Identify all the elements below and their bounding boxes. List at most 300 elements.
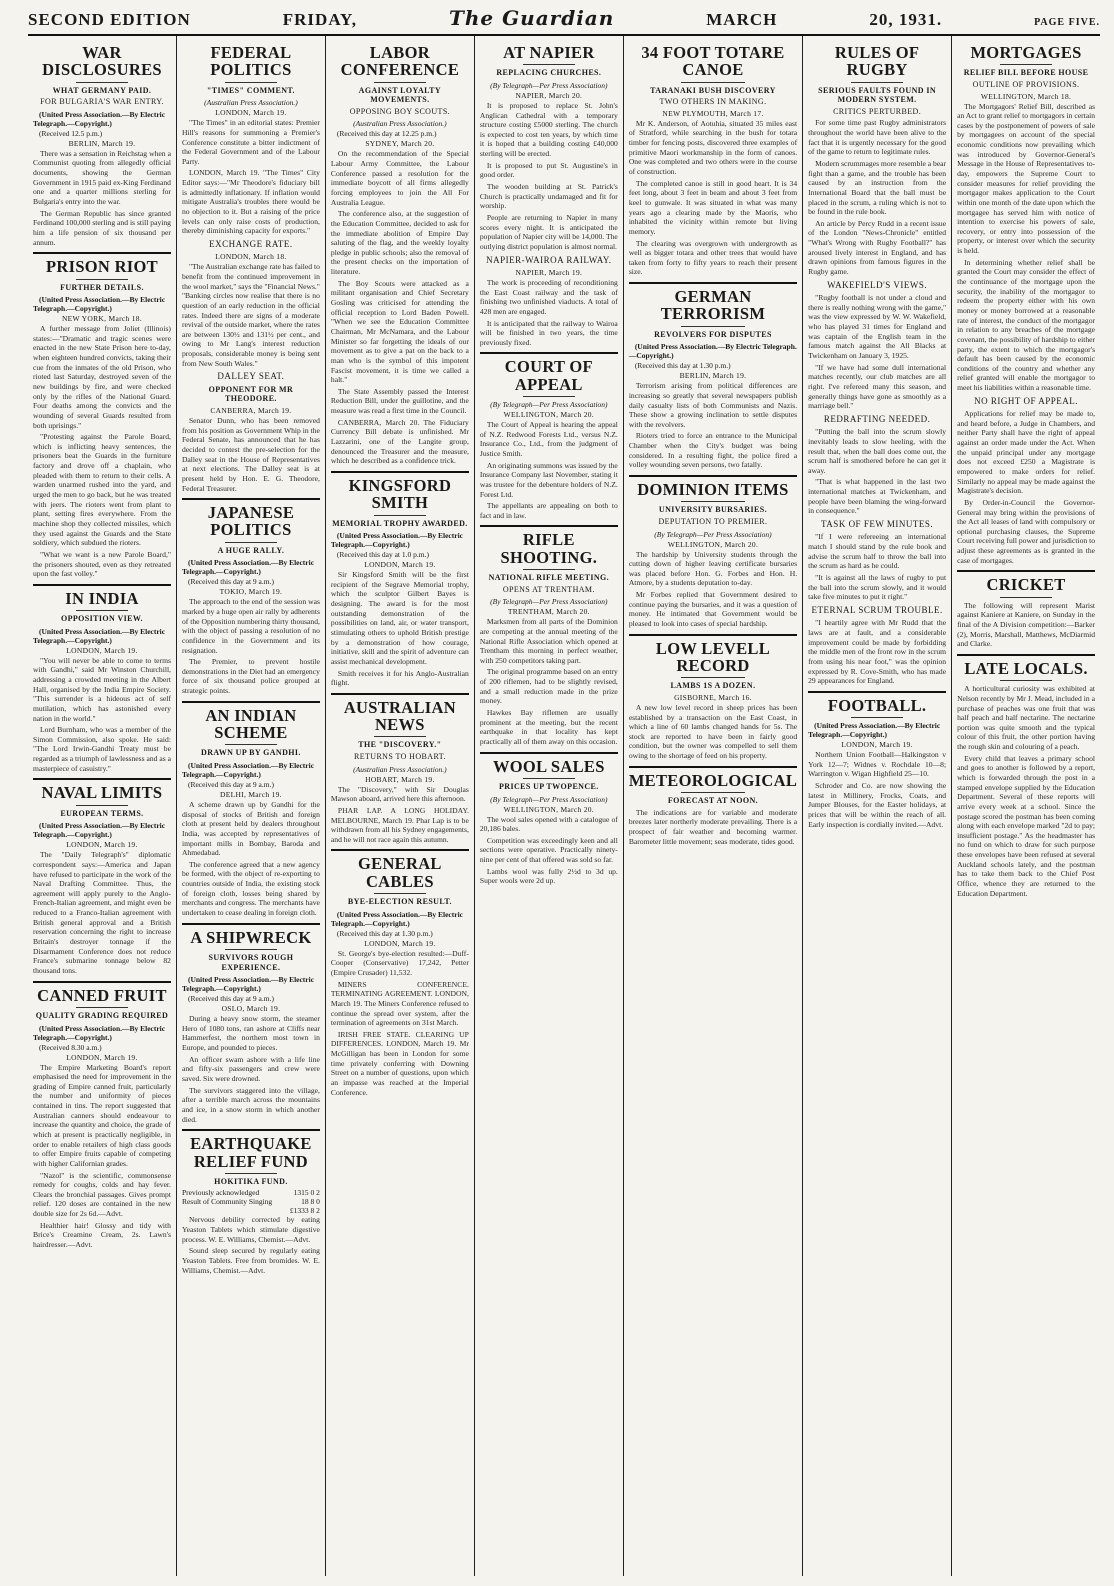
headline-rule bbox=[1000, 680, 1052, 681]
story-subheading: OPPONENT FOR MR THEODORE. bbox=[208, 384, 294, 404]
story-paragraph: The survivors staggered into the village, after a terrible march across the mountains and ice, in a snow storm in which another died. bbox=[181, 1085, 320, 1124]
story bbox=[808, 691, 946, 829]
dateline: LONDON, March 19. bbox=[66, 840, 138, 850]
story-paragraph: "The Australian exchange rate has failed to benefit from the continued improvement in the wool market," says the "Financial News." "Banking circles now realise that there is no question of an early reduction in the official rates. Indeed there are signs of a moderate revival of the outside market, where the rates are between 130½ and 131½ per cent., and owing to Mr Lang's interest reduction proposals, considerable money is being sent from New South Wales." bbox=[181, 262, 320, 368]
headline-rule bbox=[76, 82, 128, 83]
story-headline: NAVAL LIMITS bbox=[41, 783, 163, 803]
story-headline: GENERAL CABLES bbox=[358, 854, 442, 891]
story-paragraph: "Nazol" is the scientific, commonsense remedy for coughs, colds and hay fever. Clears the bronchial passages. Gives prompt relief. 120 doses are contained in the new double size for 2s 6d.—Advt. bbox=[33, 1170, 171, 1219]
story-subheading: "TIMES" COMMENT. bbox=[206, 85, 295, 95]
story bbox=[33, 252, 171, 579]
story bbox=[33, 44, 171, 247]
dateline: NAPIER, March 19. bbox=[515, 267, 583, 277]
story-headline: MORTGAGES bbox=[970, 43, 1082, 62]
wire-credit: (United Press Association.—By Electric Telegraph.—Copyright.) bbox=[808, 721, 941, 740]
story-paragraph: Smith receives it for his Anglo-Australian flight. bbox=[330, 668, 469, 688]
story-subheading: DEPUTATION TO PREMIER. bbox=[658, 516, 768, 526]
story bbox=[182, 240, 320, 368]
dateline: BERLIN, March 19. bbox=[679, 371, 747, 381]
story-paragraph: "It is against all the laws of rugby to put the ball into the scrum slowly, and it would take five minutes to put it right." bbox=[808, 572, 947, 602]
story-divider bbox=[182, 1129, 320, 1131]
story-paragraph: The conference also, at the suggestion of the Education Committee, decided to ask for the immediate abolition of Empire Day saluting of the flag, and the weekly loyalty pledge in public schools; also the removal of the present checks on the importation of literature. bbox=[330, 209, 469, 277]
story-paragraph: The Mortgagors' Relief Bill, described as an Act to grant relief to mortgagors in certain cases by the postponement of powers of sale by mortgagees on account of the special economic conditions now prevailing which was introduced by Governor-General's Message in the House of Representatives to-day, empowers the Supreme Court to consider measures for relief providing the mortgagor makes application to the Court within one month of the date upon which the mortgagee has served him with notice of intention to exercise his powers of sale, recovery, or entry into possession of the property, or interest over which the security is held. bbox=[957, 101, 1096, 256]
story bbox=[33, 584, 171, 774]
headline-rule bbox=[225, 1173, 277, 1174]
story-paragraph: "I heartily agree with Mr Rudd that the laws are at fault, and a considerable improvement could be made by forbidding the middle men of the front row in the scrum from using his near foot," was the opinion expressed by R. Cove-Smith, who has made 29 appearances for England. bbox=[808, 618, 947, 686]
story-paragraph: "Rugby football is not under a cloud and there is really nothing wrong with the game," was the view expressed by W. W. Wakefield, who has played 31 times for England and was captain of the English team in the famous match against the All Blacks at Twickenham on January 3, 1925. bbox=[808, 293, 947, 360]
story-subheading: OUTLINE OF PROVISIONS. bbox=[972, 79, 1080, 89]
story-paragraph: By Order-in-Council the Governor-General may bring within the provisions of the Act all leases of land with compulsory or optional purchasing clauses, the Supreme Court receiving full power and jurisdiction to adjust these agreements as is granted in the case of mortgages. bbox=[957, 497, 1096, 565]
dateline: BERLIN, March 19. bbox=[68, 138, 136, 148]
story bbox=[808, 281, 946, 411]
story-subheading: THE "DISCOVERY." bbox=[358, 740, 442, 750]
story-paragraph: There was a sensation in Reichstag when a Communist quoting from allegedly official documents, showing the German Government in 1915 paid ex-King Ferdinand one and a quarter millions sterling for Bulgaria's entry into the war. bbox=[33, 148, 171, 207]
received-time: (Received 12.5 p.m.) bbox=[39, 128, 103, 138]
story-paragraph: The following will represent Marist against Kaniere at Kaniere, on Sunday in the final of the A Division competition:—Barker (2), Morris, Marshall, Matthews, McDiarmid and Clarke. bbox=[957, 600, 1096, 649]
story-paragraph: An article by Percy Rudd in a recent issue of the London "News-Chronicle" entitled "What's Wrong with Rugby Football?" has aroused lively interest in England, and has drawn opinions from famous figures in the Rugby game. bbox=[808, 218, 947, 277]
dateline: LONDON, March 19. bbox=[215, 108, 287, 118]
story-headline: A SHIPWRECK bbox=[190, 927, 312, 947]
story-headline: CANNED FRUIT bbox=[37, 985, 167, 1005]
story bbox=[182, 1129, 320, 1275]
story-subheading: OPPOSITION VIEW. bbox=[60, 614, 143, 624]
masthead bbox=[28, 6, 1100, 36]
dateline: NEW PLYMOUTH, March 17. bbox=[662, 108, 764, 118]
story-paragraph: The completed canoe is still in good heart. It is 34 feet long, about 3 feet in beam and about 3 feet from keel to gunwale. It was situated in what was many years ago a clearing made by the Maoris, who inhabited the vicinity within remote but living memory. bbox=[628, 178, 798, 236]
story-headline: LOW LEVELL RECORD bbox=[655, 638, 771, 675]
dateline: NAPIER, March 20. bbox=[515, 90, 583, 100]
dateline: WELLINGTON, March 20. bbox=[667, 539, 759, 549]
story bbox=[808, 44, 946, 277]
story-subheading: A HUGE RALLY. bbox=[217, 545, 285, 555]
day-label: FRIDAY, bbox=[282, 10, 358, 29]
story-subheading: TWO OTHERS IN MAKING. bbox=[659, 97, 767, 107]
story-paragraph: Lord Burnham, who was a member of the Simon Commission, also spoke. He said: "The Lord Irwin-Gandhi Treaty must be regarded as a triumph of lawlessness and as a masterpiece of casuistry." bbox=[33, 725, 171, 773]
dateline: WELLINGTON, March 18. bbox=[980, 91, 1072, 101]
story-divider bbox=[480, 352, 618, 354]
dateline: LONDON, March 19. bbox=[66, 1052, 138, 1062]
story bbox=[957, 44, 1095, 393]
story-paragraph: The hardship by University students through the cutting down of higher leaving certificate bursaries was placed before Hon. G. Forbes and Hon. H. Atmore, by a students deputation to-day. bbox=[628, 549, 798, 588]
story-paragraph: It is proposed to replace St. John's Anglican Cathedral with a temporary structure costing £5000 sterling. The church is expected to cost ten years, by which time it is hoped that a building costing £40,000 sterling will be erected. bbox=[479, 100, 618, 159]
fund-amount-value: 18 8 0 bbox=[301, 1197, 320, 1207]
story-subheading: CRITICS PERTURBED. bbox=[833, 106, 922, 116]
story-subheading: OPENS AT TRENTHAM. bbox=[502, 584, 595, 594]
headline-rule bbox=[523, 64, 575, 65]
story-subheading: TARANAKI BUSH DISCOVERY bbox=[650, 85, 776, 95]
wire-credit: (United Press Association.—By Electric Telegraph.—Copyright.) bbox=[33, 1023, 166, 1042]
story-paragraph: Lambs wool was fully 2½d to 3d up. Super wools were 2d up. bbox=[479, 866, 618, 886]
headline-rule bbox=[225, 949, 277, 950]
story-paragraph: Sir Kingsford Smith will be the first recipient of the Segrave Memorial trophy, which the sculptor Gilbert Bayes is designing. The award is for the most outstanding demonstration of the possibilities on land, air, or water transport, stimulating others to uphold British prestige by a demonstration of how courage, initiative, skill and the spirit of adventure can assist mechanical development. bbox=[330, 570, 469, 666]
story-paragraph: Senator Dunn, who has been removed from his position as Government Whip in the Federal Senate, has announced that he has decided to contest the pre-selection for the Dalley seat in the House of Representatives at next elections. The Dalley seat is at present held by Hon. E. G. Theodore, Federal Treasurer. bbox=[181, 416, 320, 493]
story-paragraph: St. George's bye-election resulted:—Duff-Cooper (Conservative) 17,242, Petter (Empire Crusader) 11,532. bbox=[330, 948, 469, 977]
fund-amount-value: 1315 0 2 bbox=[293, 1188, 320, 1198]
received-time: (Received this day at 9 a.m.) bbox=[187, 577, 274, 587]
story-paragraph: Modern scrummages more resemble a bear fight than a game, and the trouble has been caused by an instruction from the International Board that the ball must be placed in the scrum, a ruling which is not to be found in the rule book. bbox=[808, 158, 947, 217]
story-subheading: RELIEF BILL BEFORE HOUSE bbox=[963, 68, 1089, 78]
story bbox=[480, 44, 618, 252]
story bbox=[629, 634, 797, 761]
headline-rule bbox=[225, 542, 277, 543]
story bbox=[808, 520, 946, 602]
story-paragraph: The wooden building at St. Patrick's Church is practically undamaged and fit for worship. bbox=[479, 182, 618, 211]
story-paragraph: Healthier hair! Glossy and tidy with Brice's Creamine Cream, 2s. Lawn's hairdresser.—Advt. bbox=[33, 1220, 171, 1250]
headline-rule bbox=[76, 1007, 128, 1008]
story-divider bbox=[182, 701, 320, 703]
story-paragraph: IRISH FREE STATE. CLEARING UP DIFFERENCES. LONDON, March 19. Mr McGilligan has been in London for some time privately conferring with Downing Street on a number of questions, upon which an impasse was reached at the Imperial Conference. bbox=[330, 1029, 469, 1097]
story-subheading: LAMBS 1S A DOZEN. bbox=[670, 681, 756, 691]
story-paragraph: PHAR LAP. A LONG HOLIDAY. MELBOURNE, March 19. Phar Lap is to be withdrawn from all his Sydney engagements, and he will not race again this autumn. bbox=[330, 805, 469, 844]
story bbox=[629, 475, 797, 629]
story-headline: GERMAN TERRORISM bbox=[660, 287, 766, 324]
dateline: TOKIO, March 19. bbox=[219, 587, 283, 597]
dateline: LONDON, March 19. bbox=[841, 740, 913, 750]
story bbox=[629, 282, 797, 470]
story-headline: COURT OF APPEAL bbox=[504, 357, 593, 394]
story-paragraph: "You will never be able to come to terms with Gandhi," said Mr Winston Churchill, addressing a crowded meeting in the Albert Hall, organised by the India Empire Society. "This surrender is a hideous act of self mutilation, which has astonished every nation in the world." bbox=[33, 655, 171, 723]
headline-rule bbox=[225, 744, 277, 745]
story-paragraph: Every child that leaves a primary school and goes to another is followed by a report, which is forwarded through the post in a stamped envelope supplied by the Education Department. Several of these reports will arrive every week at a school. Since the postage scored the postman has been coming along with each envelope marked "2d to pay; insufficient postage." As the headmaster has no fund on which to draw for such purpose these envelopes have been refused at several Auckland schools lately, and the postman has to take them back to the Chief Post Office, whence they are returned to the Education Department. bbox=[957, 753, 1096, 898]
story-paragraph: "Putting the ball into the scrum slowly inevitably leads to slow heeling, with the result that, when the ball does come out, the scrum half is smothered before he can get it away. bbox=[808, 427, 947, 475]
story-subheading: SERIOUS FAULTS FOUND IN MODERN SYSTEM. bbox=[818, 85, 937, 105]
story-paragraph: Mr K. Anderson, of Aotuhia, situated 35 miles east of Stratford, while searching in the bush for totara timber for fencing posts, discovered three examples of primitive Maori workmanship in the form of canoes. One was completed and two others were in the course of construction. bbox=[628, 118, 798, 177]
fund-amount-row bbox=[182, 1188, 320, 1197]
headline-rule bbox=[76, 610, 128, 611]
story-paragraph: "The Times" in an editorial states: Premier Hill's reasons for summoning a Premier's Conference constitute a bitter indictment of the Federal Government and of the Labour Party. bbox=[181, 118, 320, 166]
received-time: (Received 8.30 a.m.) bbox=[39, 1042, 102, 1052]
column-7 bbox=[952, 36, 1100, 1576]
story-subheading: HOKITIKA FUND. bbox=[214, 1176, 288, 1186]
story-paragraph: The German Republic has since granted Ferdinand 100,000 sterling and is still paying him a life pension of six thousand per annum. bbox=[33, 208, 171, 247]
story-subheading: NATIONAL RIFLE MEETING. bbox=[488, 573, 610, 583]
story-divider bbox=[33, 981, 171, 983]
story-subheading: DRAWN UP BY GANDHI. bbox=[201, 748, 301, 758]
story bbox=[480, 256, 618, 348]
story-headline: CRICKET bbox=[986, 575, 1066, 595]
story-divider bbox=[33, 778, 171, 780]
wire-credit: (By Telegraph—Per Press Association) bbox=[654, 529, 772, 539]
wire-credit: (United Press Association.—By Electric Telegraph.—Copyright.) bbox=[33, 821, 166, 840]
story-paragraph: The conference agreed that a new agency be formed, with the object of re-exporting to countries outside of India, the existing stock of foreign cloth, losses being shared by merchants and congress. The merchants have undertaken to cease dealing in foreign cloth. bbox=[181, 859, 320, 918]
story bbox=[629, 44, 797, 277]
story-paragraph: Hawkes Bay riflemen are usually prominent at the meeting, but the recent earthquake in that locality has kept practically all of them away on this occasion. bbox=[479, 708, 618, 746]
story-paragraph: An originating summons was issued by the Insurance Company last November, stating it was trustee for the debenture holders of N.Z. Forest Ltd. bbox=[479, 460, 618, 499]
story-paragraph: Northern Union Football—Halkingston v York 12—7; Widnes v. Rochdale 10—8; Warrington v. Wigan Highfield 25—10. bbox=[808, 750, 947, 779]
date-label: 20, 1931. bbox=[869, 10, 943, 29]
story-paragraph: MINERS CONFERENCE. TERMINATING AGREEMENT. LONDON, March 19. The Miners Conference refused to continue the spread over system, after the termination of agreements on 31st March. bbox=[330, 979, 469, 1028]
story-paragraph: The Premier, to prevent hostile demonstrations in the Diet had an emergency force of six thousand police grouped at strategic points. bbox=[181, 657, 320, 696]
story-paragraph: An officer swam ashore with a life line and fifty-six passengers and crew were saved. Six were drowned. bbox=[181, 1054, 320, 1084]
story bbox=[182, 498, 320, 696]
headline-rule bbox=[374, 736, 426, 737]
headline-rule bbox=[523, 778, 575, 779]
story-headline: AN INDIAN SCHEME bbox=[205, 705, 297, 743]
received-time: (Received this day at 1.30 p.m.) bbox=[336, 928, 433, 938]
story bbox=[331, 849, 469, 1097]
story-divider bbox=[629, 282, 797, 284]
wire-credit: (United Press Association.—By Electric Telegraph.—Copyright.) bbox=[33, 295, 166, 314]
story-headline: JAPANESE POLITICS bbox=[207, 503, 295, 540]
story-divider bbox=[629, 475, 797, 477]
dateline: WELLINGTON, March 20. bbox=[503, 410, 594, 420]
story-divider bbox=[182, 498, 320, 500]
story-divider bbox=[957, 654, 1095, 656]
story-headline: WAR DISCLOSURES bbox=[42, 43, 162, 80]
story-paragraph: Schroder and Co. are now showing the latest in Millinery, Frocks, Coats, and Jumper Blouses, for the Easter holidays, at prices that will be within the reach of all. Early inspection is cordially invited.—Advt. bbox=[808, 781, 947, 829]
story bbox=[182, 44, 320, 236]
story bbox=[33, 778, 171, 975]
story bbox=[808, 415, 946, 516]
headline-rule bbox=[681, 792, 745, 793]
story-divider bbox=[480, 525, 618, 527]
story-paragraph: A new low level record in sheep prices has been established by a transaction on the East Coast, in which a line of 60 lambs changed hands for 5s. The stock are reported to have been in fairly good condition, but the owner was compelled to sell them owing to the shortage of feed on his property. bbox=[628, 702, 798, 761]
story-headline: IN INDIA bbox=[65, 588, 139, 608]
story-paragraph: The "Daily Telegraph's" diplomatic correspondent says:—America and Japan have refused to participate in the work of the Naval Drafting Committee. Thus, the agreement will apply purely to the Anglo-French-Italian agreement, and might even be reduced to a Franco-Italian agreement with British general approval and a British reservation concerning the right to increase Britain's destroyer tonnage if the Disarmament Conference does not reduce France's submarine tonnage below 82 thousand tons. bbox=[33, 850, 171, 975]
dateline: LONDON, March 19. bbox=[364, 560, 436, 570]
headline-rule bbox=[851, 82, 903, 83]
story-paragraph: "If I were refereeing an international match I should stand by the rule book and advise the scrum half to throw the ball into the scrum as hard as he could. bbox=[808, 532, 947, 571]
wire-credit: (By Telegraph—Per Press Association) bbox=[490, 80, 608, 90]
headline-rule bbox=[851, 717, 903, 718]
fund-amount-label: Result of Community Singing bbox=[181, 1197, 273, 1207]
story-paragraph: The Court of Appeal is hearing the appeal of N.Z. Redwood Forests Ltd., versus N.Z. Insurance Co., Ltd., from the judgment of Justice Smith. bbox=[479, 420, 618, 458]
story-paragraph: A horticultural curiosity was exhibited at Nelson recently by Mr J. Mead, included in a purchase of peaches was one fruit that was half peach and half nectarine. The nectarine portion was quite smooth and the typical colour of this fruit, the other portion having the rough skin and colouring of a peach. bbox=[957, 684, 1096, 752]
story bbox=[182, 923, 320, 1125]
story-headline: ETERNAL SCRUM TROUBLE. bbox=[811, 604, 943, 615]
dateline: NEW YORK, March 18. bbox=[61, 314, 143, 324]
story-paragraph: The work is proceeding of reconditioning the East Coast railway and the task of finishing two unfinished viaducts. A total of 428 men are engaged. bbox=[479, 277, 618, 316]
story bbox=[182, 372, 320, 493]
column-grid bbox=[28, 36, 1100, 1576]
story-subheading: PRICES UP TWOPENCE. bbox=[498, 781, 599, 791]
story-headline: DALLEY SEAT. bbox=[217, 371, 285, 382]
story-paragraph: LONDON, March 19. "The Times" City Editor says:—"Mr Theodore's fiduciary bill is admittedly inflationary. If inflation would mitigate Australia's troubles there would be no objection to it. But a raising of the price levels can only raise costs of production, thereby diminishing capacity for exports." bbox=[181, 168, 320, 236]
story bbox=[957, 654, 1095, 898]
fund-amount-row bbox=[182, 1206, 320, 1215]
wire-credit: (United Press Association.—By Electric Telegraph.—Copyright.) bbox=[181, 558, 315, 577]
story-divider bbox=[629, 634, 797, 636]
story bbox=[957, 397, 1095, 566]
story-headline: AT NAPIER bbox=[503, 43, 595, 62]
story-headline: KINGSFORD SMITH bbox=[348, 475, 452, 513]
wire-credit: (By Telegraph—Per Press Association) bbox=[490, 597, 608, 607]
story bbox=[957, 570, 1095, 649]
headline-rule bbox=[1000, 597, 1052, 598]
wire-credit: (Australian Press Association.) bbox=[204, 98, 298, 108]
story-headline: EXCHANGE RATE. bbox=[209, 238, 293, 249]
headline-rule bbox=[681, 326, 745, 327]
story-paragraph: Mr Forbes replied that Government desired to continue paying the bursaries, and it was a question of money. He intimated that Government would be pleased to look into cases of special hardship. bbox=[628, 590, 798, 629]
story-headline: FEDERAL POLITICS bbox=[210, 43, 292, 80]
dateline: OSLO, March 19. bbox=[221, 1004, 281, 1014]
column-4 bbox=[475, 36, 624, 1576]
story bbox=[480, 525, 618, 746]
dateline: DELHI, March 19. bbox=[219, 789, 282, 799]
column-3 bbox=[326, 36, 475, 1576]
story-headline: RIFLE SHOOTING. bbox=[500, 530, 598, 567]
headline-rule bbox=[374, 515, 426, 516]
story-paragraph: Sound sleep secured by regularly eating Yeaston Tablets. Free from bromides. W. E. Williams, Chemist.—Advt. bbox=[181, 1246, 320, 1275]
headline-rule bbox=[523, 396, 575, 397]
story-headline: WAKEFIELD'S VIEWS. bbox=[827, 279, 928, 290]
story-paragraph: Applications for relief may be made to, and heard before, a Judge in Chambers, and neither Party shall have the right of appeal against an order made under the Act. When the unpaid principal under any mortgage does not exceed £250 a Magistrate is empowered to make orders for relief. Similarly no appeal may be made against the Magistrate's decision. bbox=[957, 409, 1096, 496]
story bbox=[331, 693, 469, 845]
received-time: (Received this day at 1.30 p.m.) bbox=[634, 361, 731, 371]
dateline: LONDON, March 18. bbox=[215, 252, 287, 262]
story-paragraph: For some time past Rugby administrators throughout the world have been alive to the fact that it is urgently necessary for the good of the game to return to legitimate rules. bbox=[808, 118, 947, 157]
story-headline: AUSTRALIAN NEWS bbox=[343, 697, 456, 735]
story-headline: TASK OF FEW MINUTES. bbox=[821, 518, 934, 529]
wire-credit: (United Press Association.—By Electric Telegraph.—Copyright.) bbox=[330, 531, 464, 550]
edition-label: SECOND EDITION bbox=[28, 10, 191, 29]
story-divider bbox=[33, 252, 171, 254]
month-label: MARCH bbox=[706, 10, 778, 29]
dateline: TRENTHAM, March 20. bbox=[507, 607, 590, 617]
story-paragraph: A scheme drawn up by Gandhi for the disposal of stocks of British and foreign cloth at present held by dealers throughout India, was accepted by representatives of important mills in Bombay, Baroda and Ahmedabad. bbox=[181, 799, 320, 858]
column-1 bbox=[28, 36, 177, 1576]
wire-credit: (United Press Association.—By Electric Telegraph.—Copyright.) bbox=[181, 760, 315, 779]
story-paragraph: The wool sales opened with a catalogue of 20,186 bales. bbox=[479, 814, 618, 834]
story-subheading: FURTHER DETAILS. bbox=[60, 282, 144, 292]
story-headline: NO RIGHT OF APPEAL. bbox=[974, 395, 1078, 406]
wire-credit: (United Press Association.—By Electric Telegraph.—Copyright.) bbox=[628, 342, 797, 361]
dateline: WELLINGTON, March 20. bbox=[503, 804, 594, 814]
story-paragraph: Nervous debility corrected by eating Yeaston Tablets which stimulate digestive process. W. E. Williams, Chemist.—Advt. bbox=[181, 1215, 320, 1244]
headline-rule bbox=[374, 82, 426, 83]
story-headline: FOOTBALL. bbox=[827, 695, 927, 715]
story-divider bbox=[331, 471, 469, 473]
story bbox=[480, 752, 618, 886]
story-subheading: WHAT GERMANY PAID. bbox=[52, 85, 152, 95]
story-paragraph: The approach to the end of the session was marked by a huge open air rally by adherents of the Opposition numbering thirty thousand, with the object of passing a resolution of no confidence in the Government and its resignation. bbox=[181, 597, 320, 655]
wire-credit: (Australian Press Association.) bbox=[353, 764, 447, 774]
story-divider bbox=[33, 584, 171, 586]
wire-credit: (By Telegraph—Per Press Association) bbox=[490, 400, 608, 410]
story-subheading: MEMORIAL TROPHY AWARDED. bbox=[332, 518, 468, 528]
story-subheading: REPLACING CHURCHES. bbox=[496, 68, 602, 78]
story-paragraph: "That is what happened in the last two international matches at Twickenham, and people have been blaming the wing-forward in consequence." bbox=[808, 477, 947, 516]
dateline: LONDON, March 19. bbox=[364, 938, 436, 948]
story-paragraph: On the recommendation of the Special Labour Army Committee, the Labour Conference passed a resolution for the immediate boycott of all firms allegedly forcing employees to join the All For Australia League. bbox=[330, 149, 469, 207]
dateline: LONDON, March 19. bbox=[66, 645, 138, 655]
received-time: (Received this day at 12.25 p.m.) bbox=[336, 129, 437, 139]
story bbox=[629, 766, 797, 846]
story-paragraph: Terrorism arising from political differences are increasing so greatly that several newspapers publish daily casualty lists of both Communists and Nazis. These show a growing inclination to settle disputes with the revolvers. bbox=[628, 381, 798, 429]
story-headline: 34 FOOT TOTARE CANOE bbox=[641, 43, 785, 80]
headline-rule bbox=[681, 82, 745, 83]
headline-rule bbox=[681, 501, 745, 502]
received-time: (Received this day at 1.0 p.m.) bbox=[336, 550, 429, 560]
fund-amount-value: £1333 8 2 bbox=[289, 1206, 320, 1216]
story-subheading: QUALITY GRADING REQUIRED bbox=[35, 1010, 169, 1020]
story-headline: WOOL SALES bbox=[493, 756, 605, 776]
dateline: GISBORNE, March 16. bbox=[674, 692, 752, 702]
story-headline: DOMINION ITEMS bbox=[637, 480, 789, 500]
story-paragraph: The indications are for variable and moderate breezes later northerly moderate prevailing. There is a prospect of fair weather and becoming warmer. Barometer little movement; seas moderate, tides good. bbox=[628, 807, 798, 846]
story-paragraph: The appellants are appealing on both to fact and in law. bbox=[479, 501, 618, 520]
story bbox=[331, 44, 469, 466]
story-headline: METEOROLOGICAL bbox=[628, 770, 798, 790]
headline-rule bbox=[374, 893, 426, 894]
column-6 bbox=[803, 36, 952, 1576]
wire-credit: (United Press Association.—By Electric Telegraph.—Copyright.) bbox=[33, 626, 166, 645]
headline-rule bbox=[681, 677, 745, 678]
story-headline: EARTHQUAKE RELIEF FUND bbox=[190, 1134, 312, 1171]
fund-amount-row bbox=[182, 1197, 320, 1206]
story-divider bbox=[331, 693, 469, 695]
story-paragraph: The Boy Scouts were attacked as a militant organisation and Chief Secretary Gosling was criticised for attending the official reception to Lord Baden Powell. "When we see the Education Committee Chairman, Mr McNamara, and the Labour Minister so far forgetting the ideals of our movement as to give a pat on the back to a man who is the symbol of this impotent Fascist movement, it is time we called a halt." bbox=[330, 278, 469, 385]
story-paragraph: Competition was exceedingly keen and all sections were operative. Practically ninety-nine per cent of that offered was sold so far. bbox=[479, 835, 618, 865]
story-paragraph: "Protesting against the Parole Board, which is inflicting heavy sentences, the prisoners beat the Guards in the furniture factory and drove off a chaplain, who pleaded with them to return to their cells. A warden unarmed rushed into the yard, and urged the men to go back, but he was treated with jeers. The rioters went from plant to plant, setting fires everywhere. From the machine shop they collected missiles, which they used against the Guards and the State soldiery, which subdued the rioters. bbox=[33, 432, 171, 548]
story bbox=[33, 981, 171, 1250]
page-number: PAGE FIVE. bbox=[1034, 17, 1100, 28]
newspaper-title: The Guardian bbox=[448, 6, 615, 30]
story bbox=[331, 471, 469, 688]
fund-amount-label: Previously acknowledged bbox=[181, 1188, 260, 1198]
story-subheading: REVOLVERS FOR DISPUTES bbox=[654, 329, 772, 339]
dateline: SYDNEY, March 20. bbox=[365, 139, 435, 149]
story-subheading: BYE-ELECTION RESULT. bbox=[347, 897, 452, 907]
received-time: (Received this day at 9 a.m.) bbox=[187, 994, 274, 1004]
story bbox=[182, 701, 320, 918]
wire-credit: (Australian Press Association.) bbox=[353, 119, 447, 129]
story-paragraph: Marksmen from all parts of the Dominion are competing at the annual meeting of the National Rifle Association which opened at Trentham this morning in perfect weather, with 250 competitors taking part. bbox=[479, 617, 618, 665]
story-divider bbox=[182, 923, 320, 925]
story-divider bbox=[629, 766, 797, 768]
story-paragraph: "If we have had some dull international matches recently, our club matches are all right. I've refereed many this season, and generally things have gone as smoothly as a marriage bell." bbox=[808, 362, 947, 411]
headline-rule bbox=[523, 569, 575, 570]
story-paragraph: The "Discovery," with Sir Douglas Mawson aboard, arrived here this afternoon. bbox=[330, 784, 469, 804]
received-time: (Received this day at 9 a.m.) bbox=[187, 779, 274, 789]
story-headline: LATE LOCALS. bbox=[964, 658, 1088, 678]
story-paragraph: The Empire Marketing Board's report emphasised the need for improvement in the grading of Empire canned fruit, particularly the number and uniformity of pieces contained in tins. The report suggested that Australian canners should endeavour to increase the quantity and choice, the grade of which at present is practically negligible, in order to enable retailers of high class goods to offer Empire fruits capable of competing with higher Californian grades. bbox=[33, 1062, 171, 1168]
story-subheading: SURVIVORS ROUGH EXPERIENCE. bbox=[208, 952, 294, 972]
wire-credit: (United Press Association.—By Electric Telegraph.—Copyright.) bbox=[181, 975, 315, 994]
dateline: CANBERRA, March 19. bbox=[210, 406, 292, 416]
story-paragraph: It is proposed to put St. Augustine's in good order. bbox=[479, 160, 618, 180]
wire-credit: (United Press Association.—By Electric Telegraph.—Copyright.) bbox=[33, 109, 166, 128]
story-paragraph: The original programme based on an entry of 200 riflemen, had to be slightly revised, and a small reduction made in the prize money. bbox=[479, 667, 618, 706]
story-paragraph: It is anticipated that the railway to Wairoa will be finished in two years, the time previously fixed. bbox=[479, 318, 618, 347]
dateline: HOBART, March 19. bbox=[365, 774, 435, 784]
story-subheading: RETURNS TO HOBART. bbox=[353, 752, 446, 762]
column-5 bbox=[624, 36, 803, 1576]
headline-rule bbox=[76, 805, 128, 806]
story-subheading: FORECAST AT NOON. bbox=[667, 796, 759, 806]
story-subheading: EUROPEAN TERMS. bbox=[60, 808, 144, 818]
story-paragraph: The clearing was overgrown with undergrowth as well as bigger totara and other trees that would have taken from forty to fifty years to reach their present size. bbox=[628, 238, 798, 277]
story bbox=[808, 606, 946, 686]
story-headline: RULES OF RUGBY bbox=[834, 43, 920, 80]
story bbox=[480, 352, 618, 520]
story-paragraph: "What we want is a new Parole Board," the prisoners shouted, even as they retreated upon the fast volley." bbox=[33, 549, 171, 579]
column-2 bbox=[177, 36, 326, 1576]
story-divider bbox=[331, 849, 469, 851]
headline-rule bbox=[1000, 64, 1052, 65]
story-headline: PRISON RIOT bbox=[46, 257, 158, 277]
story-divider bbox=[957, 570, 1095, 572]
headline-rule bbox=[76, 279, 128, 280]
story-headline: NAPIER-WAIROA RAILWAY. bbox=[486, 254, 612, 265]
story-subheading: UNIVERSITY BURSARIES. bbox=[658, 505, 768, 515]
wire-credit: (United Press Association.—By Electric Telegraph.—Copyright.) bbox=[330, 909, 464, 928]
story-divider bbox=[480, 752, 618, 754]
story-paragraph: The State Assembly passed the Interest Reduction Bill, under the guillotine, and the measure was read a first time in the Council. bbox=[330, 386, 469, 416]
story-headline: LABOR CONFERENCE bbox=[340, 43, 460, 80]
story-paragraph: In determining whether relief shall be granted the Court may consider the effect of the continuance of the mortgage upon the security, the inability of the mortgagor to redeem the property either with his own money or money borrowed at a reasonable rate of interest, the conduct of the mortgagor in relation to any breaches of the mortgage covenant, the possibility of hardship to either party, the extent to which the mortgagor's default has been caused by the economic conditions of the country and whether any relief granted will enable the mortgagor to meet his liabilities within a reasonable time. bbox=[957, 257, 1096, 393]
story-paragraph: CANBERRA, March 20. The Fiduciary Currency Bill debate is unfinished. Mr Lazzarini, one of the Langite group, denounced the Treasurer and the measure, which he described as a confidence trick. bbox=[330, 417, 469, 466]
